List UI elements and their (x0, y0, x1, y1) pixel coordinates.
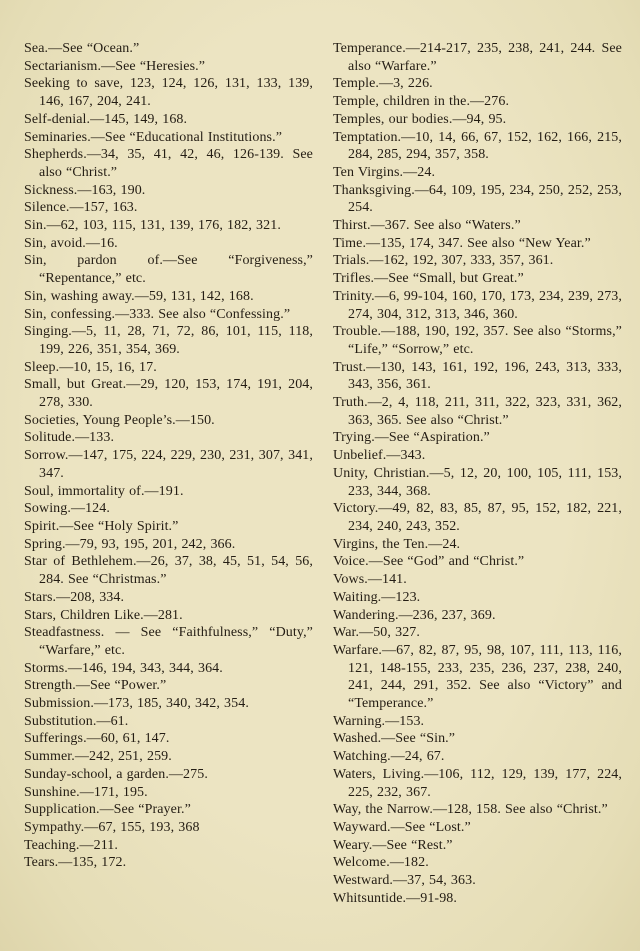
index-entry: Sowing.—124. (24, 501, 110, 517)
index-entry: Spring.—79, 93, 195, 201, 242, 366. (24, 536, 236, 552)
index-entry: Welcome.—182. (333, 855, 429, 871)
index-entry: Spirit.—See “Holy Spirit.” (24, 518, 179, 534)
index-entry: Sufferings.—60, 61, 147. (24, 731, 170, 747)
index-entry: War.—50, 327. (333, 625, 420, 641)
index-entry: Temptation.—10, 14, 66, 67, 152, 162, 166, 215, 284, 285, 294, 357, 358. (333, 129, 622, 163)
index-entry: Sin, confessing.—333. See also “Confessing.” (24, 306, 291, 322)
index-entry: Trouble.—188, 190, 192, 357. See also “Storms,” “Life,” “Sorrow,” etc. (333, 324, 622, 357)
index-entry: Submission.—173, 185, 340, 342, 354. (24, 696, 249, 712)
index-entry: Trying.—See “Aspiration.” (333, 430, 490, 446)
index-entry: Seminaries.—See “Educational Institutions.” (24, 129, 283, 145)
index-entry: Steadfastness. — See “Faithfulness,” “Duty,” “Warfare,” etc. (24, 625, 313, 658)
index-entry: Stars, Children Like.—281. (24, 607, 183, 623)
index-entry: Sea.—See “Ocean.” (24, 41, 140, 56)
index-entry: Sympathy.—67, 155, 193, 368 (24, 819, 200, 835)
index-entry: Waters, Living.—106, 112, 129, 139, 177, 224, 225, 232, 367. (333, 766, 622, 800)
index-entry: Waiting.—123. (333, 589, 421, 605)
index-entry: Truth.—2, 4, 118, 211, 311, 322, 323, 331, 362, 363, 365. See also “Christ.” (333, 395, 622, 428)
index-entry: Strength.—See “Power.” (24, 678, 167, 694)
index-entry: Warning.—153. (333, 713, 425, 729)
index-entry: Solitude.—133. (24, 430, 115, 446)
index-entry: Silence.—157, 163. (24, 200, 138, 216)
index-entry: Trust.—130, 143, 161, 192, 196, 243, 313, 333, 343, 356, 361. (333, 359, 622, 393)
index-entry: Way, the Narrow.—128, 158. See also “Christ.” (333, 802, 608, 818)
index-entry: Ten Virgins.—24. (333, 164, 436, 180)
index-entry: Supplication.—See “Prayer.” (24, 802, 191, 818)
index-entry: Sleep.—10, 15, 16, 17. (24, 359, 157, 375)
index-entry: Voice.—See “God” and “Christ.” (333, 554, 525, 570)
index-entry: Shepherds.—34, 35, 41, 42, 46, 126-139. See also “Christ.” (24, 147, 313, 180)
index-entry: Substitution.—61. (24, 713, 129, 729)
index-entry: Warfare.—67, 82, 87, 95, 98, 107, 111, 113, 116, 121, 148-155, 233, 235, 236, 237, 238, 240, 241, 244, 291, 352. See also “Victory” and “Temperance.” (333, 642, 622, 712)
index-entry: Summer.—242, 251, 259. (24, 749, 172, 765)
index-entry: Sectarianism.—See “Heresies.” (24, 58, 206, 74)
index-entry: Time.—135, 174, 347. See also “New Year.” (333, 235, 591, 251)
index-entry: Singing.—5, 11, 28, 71, 72, 86, 101, 115, 118, 199, 226, 351, 354, 369. (24, 324, 313, 357)
index-entry: Sin, washing away.—59, 131, 142, 168. (24, 288, 254, 304)
index-entry: Unity, Christian.—5, 12, 20, 100, 105, 111, 153, 233, 344, 368. (333, 465, 622, 499)
index-entry: Weary.—See “Rest.” (333, 837, 453, 853)
index-entry: Temple.—3, 226. (333, 76, 433, 92)
index-column-right (333, 40, 622, 939)
index-entry: Watching.—24, 67. (333, 749, 445, 765)
index-entry: Temperance.—214-217, 235, 238, 241, 244. See also “Warfare.” (333, 41, 622, 74)
index-entry: Sickness.—163, 190. (24, 182, 146, 198)
index-entry: Storms.—146, 194, 343, 344, 364. (24, 660, 223, 676)
index-entry: Soul, immortality of.—191. (24, 483, 184, 499)
index-entry: Small, but Great.—29, 120, 153, 174, 191, 204, 278, 330. (24, 377, 313, 411)
index-entry: Washed.—See “Sin.” (333, 731, 456, 747)
index-entry: Seeking to save, 123, 124, 126, 131, 133, 139, 146, 167, 204, 241. (24, 76, 313, 110)
index-entry: Westward.—37, 54, 363. (333, 873, 476, 889)
index-entry: Trinity.—6, 99-104, 160, 170, 173, 234, 239, 273, 274, 304, 312, 313, 346, 360. (333, 288, 622, 322)
index-entry: Societies, Young People’s.—150. (24, 412, 215, 428)
index-column-left (24, 40, 313, 939)
index-entry: Unbelief.—343. (333, 448, 426, 464)
index-entry: Sunday-school, a garden.—275. (24, 766, 208, 782)
index-entry: Self-denial.—145, 149, 168. (24, 111, 188, 127)
index-entry: Vows.—141. (333, 572, 407, 588)
index-entry: Sunshine.—171, 195. (24, 784, 148, 800)
index-entry: Star of Bethlehem.—26, 37, 38, 45, 51, 54, 56, 284. See “Christmas.” (24, 554, 313, 588)
index-entry: Virgins, the Ten.—24. (333, 536, 461, 552)
index-entry: Sin, pardon of.—See “Forgiveness,” “Repentance,” etc. (24, 253, 313, 287)
index-entry: Thanksgiving.—64, 109, 195, 234, 250, 252, 253, 254. (333, 182, 622, 216)
index-entry: Whitsuntide.—91-98. (333, 890, 457, 906)
index-entry: Temple, children in the.—276. (333, 94, 510, 110)
index-entry: Sorrow.—147, 175, 224, 229, 230, 231, 307, 341, 347. (24, 448, 313, 481)
index-entry: Tears.—135, 172. (24, 855, 127, 871)
index-entry: Temples, our bodies.—94, 95. (333, 111, 507, 127)
index-entry: Stars.—208, 334. (24, 589, 125, 605)
index-entry: Thirst.—367. See also “Waters.” (333, 218, 521, 234)
index-entry: Victory.—49, 82, 83, 85, 87, 95, 152, 182, 221, 234, 240, 243, 352. (333, 501, 622, 534)
index-entry: Teaching.—211. (24, 837, 118, 853)
index-entry: Wandering.—236, 237, 369. (333, 607, 496, 623)
index-entry: Trials.—162, 192, 307, 333, 357, 361. (333, 253, 554, 269)
index-entry: Trifles.—See “Small, but Great.” (333, 271, 524, 287)
index-entry: Wayward.—See “Lost.” (333, 819, 471, 835)
index-entry: Sin.—62, 103, 115, 131, 139, 176, 182, 321. (24, 218, 281, 234)
index-entry: Sin, avoid.—16. (24, 235, 118, 251)
